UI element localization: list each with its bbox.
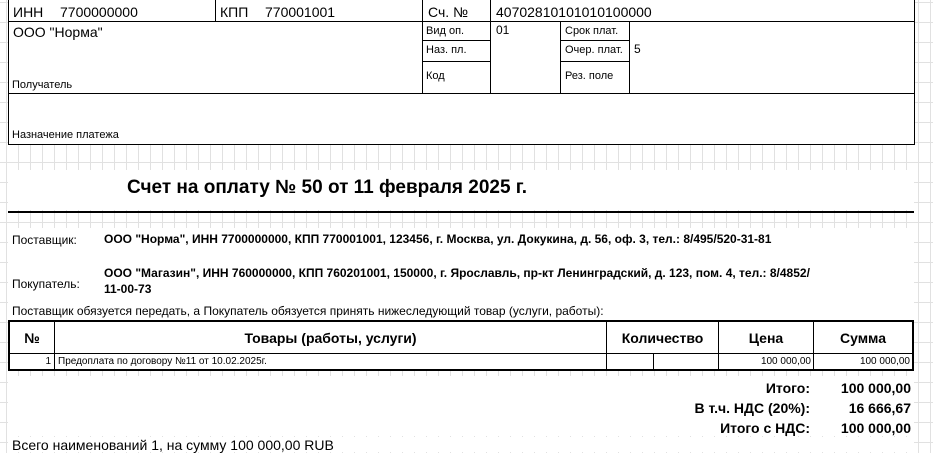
inn-kpp-divider	[215, 0, 216, 21]
bank-column-divider	[422, 0, 423, 93]
total-vat-value: 100 000,00	[840, 420, 911, 436]
ocher-label: Очер. плат.	[565, 44, 623, 56]
inn-value: 7700000000	[60, 4, 138, 20]
vid-op-label: Вид оп.	[426, 25, 465, 37]
header-goods: Товары (работы, услуги)	[244, 330, 417, 346]
supplier-value: ООО "Норма", ИНН 7700000000, КПП 770001001, 123456, г. Москва, ул. Докукина, д. 56, оф. 3, тел.: 8/495/520-31-81	[104, 232, 772, 246]
total-value: 100 000,00	[840, 380, 911, 396]
header-price: Цена	[748, 330, 784, 346]
recipient-name: ООО "Норма"	[13, 24, 103, 40]
kpp-label: КПП	[220, 4, 249, 20]
row-price: 100 000,00	[760, 356, 811, 367]
account-divider	[490, 0, 491, 93]
srok-label: Срок плат.	[565, 25, 619, 37]
vat-value: 16 666,67	[848, 400, 911, 416]
header-sum: Сумма	[839, 330, 887, 346]
naz-divider	[423, 61, 490, 62]
header-qty: Количество	[621, 330, 704, 346]
purpose-label: Назначение платежа	[12, 129, 119, 141]
rez-label: Рез. поле	[565, 70, 614, 82]
buyer-line-2: 11-00-73	[104, 282, 152, 296]
srok-hdivider	[561, 40, 629, 41]
col-divider-unit	[653, 354, 654, 369]
inn-label: ИНН	[13, 4, 44, 20]
kpp-value: 770001001	[265, 4, 336, 20]
buyer-line-1: ООО "Магазин", ИНН 760000000, КПП 760201001, 150000, г. Ярославль, пр-кт Ленинградский, д. 123, пом. 4, тел.: 8/4852/	[104, 266, 810, 280]
naz-label: Наз. пл.	[426, 44, 467, 56]
vat-label: В т.ч. НДС (20%):	[694, 400, 810, 416]
header-num: №	[24, 330, 40, 346]
title-underline	[8, 211, 914, 213]
table-header-divider	[10, 353, 912, 354]
row-goods: Предоплата по договору №11 от 10.02.2025г.	[58, 356, 267, 367]
row-num: 1	[45, 356, 51, 367]
bank-row-divider	[9, 21, 914, 22]
vid-divider	[423, 40, 490, 41]
row-sum: 100 000,00	[859, 356, 910, 367]
account-label: Сч. №	[428, 4, 469, 20]
invoice-title: Счет на оплату № 50 от 11 февраля 2025 г.	[127, 177, 528, 198]
kod-label: Код	[426, 70, 445, 82]
total-label: Итого:	[765, 380, 810, 396]
recipient-divider	[9, 93, 914, 94]
summary-text: Всего наименований 1, на сумму 100 000,00 RUB	[12, 437, 334, 453]
buyer-label: Покупатель:	[12, 277, 80, 291]
recipient-label: Получатель	[12, 79, 73, 91]
srok-divider	[560, 21, 561, 93]
account-value: 40702810101010100000	[496, 4, 652, 20]
ocher-value: 5	[634, 42, 641, 56]
ocher-divider	[561, 61, 629, 62]
supplier-label: Поставщик:	[12, 233, 77, 247]
vid-op-value: 01	[496, 23, 510, 37]
total-vat-label: Итого с НДС:	[720, 420, 810, 436]
intro-text: Поставщик обязуется передать, а Покупатель обязуется принять нижеследующий товар (услуги, работы):	[12, 304, 604, 318]
srok-value-divider	[629, 21, 630, 93]
